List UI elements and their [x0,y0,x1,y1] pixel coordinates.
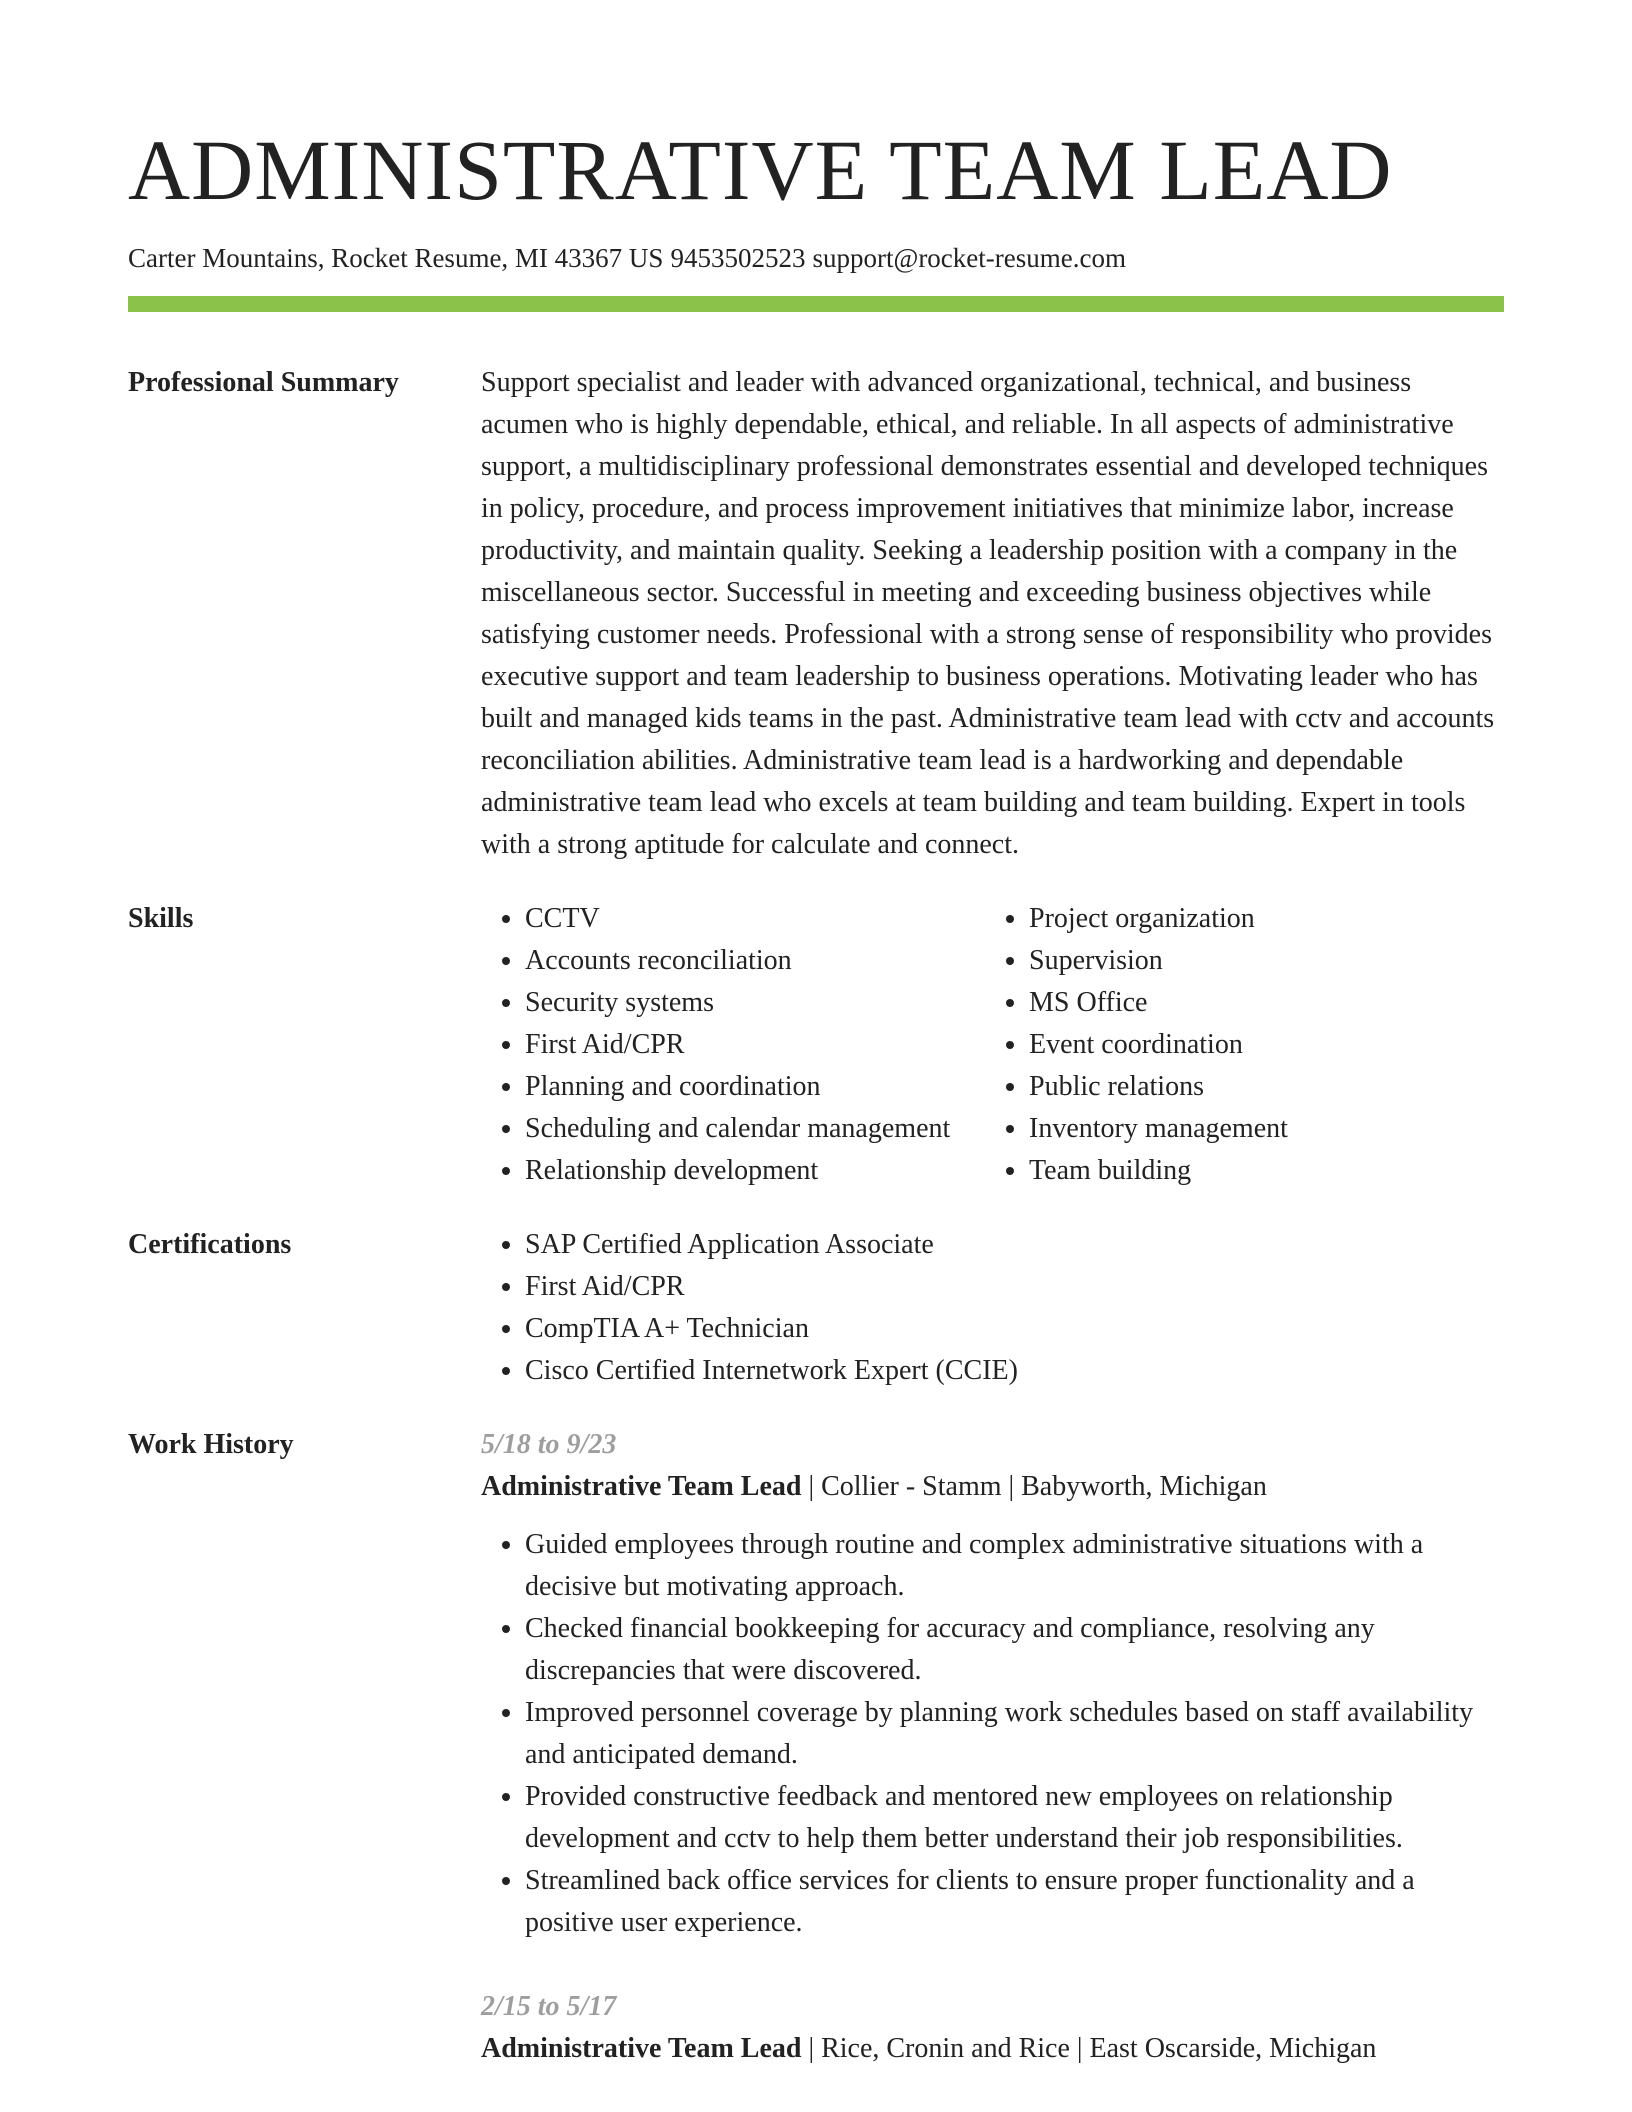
job-details: | Rice, Cronin and Rice | East Oscarside, Michigan [801,2033,1377,2064]
job-title: Administrative Team Lead [481,1471,802,1502]
job-bullet: • Improved personnel coverage by planning work schedules based on staff availability and anticipated demand. [525,1692,1504,1776]
job-dates: 2/15 to 5/17 [481,1991,617,2022]
certification-item: • CompTIA A+ Technician [525,1308,1504,1350]
job-bullet: • Streamlined back office services for clients to ensure proper functionality and a positive user experience. [525,1860,1504,1944]
header-divider [128,296,1504,312]
skills-list-right [985,898,1288,1192]
job-bullet: • Guided employees through routine and complex administrative situations with a decisive but motivating approach. [525,1524,1504,1608]
skill-item: • Supervision [1029,940,1288,982]
certifications-section [128,1224,1504,1392]
resume-title: ADMINISTRATIVE TEAM LEAD [128,122,1393,218]
skill-item: • Team building [1029,1150,1288,1192]
skill-item: • Scheduling and calendar management [525,1108,985,1150]
job-bullet: • Provided constructive feedback and mentored new employees on relationship development and cctv to help them better understand their job responsibilities. [525,1776,1504,1860]
certifications-list [481,1224,1504,1392]
skill-item: • Accounts reconciliation [525,940,985,982]
job-entry [481,1424,1504,1944]
contact-line [128,240,1504,276]
certification-item: • SAP Certified Application Associate [525,1224,1504,1266]
job-title: Administrative Team Lead [481,2033,802,2064]
summary-heading: Professional Summary [128,367,399,398]
skill-item: • CCTV [525,898,985,940]
skill-item: • Inventory management [1029,1108,1288,1150]
job-dates: 5/18 to 9/23 [481,1429,617,1460]
skill-item: • Event coordination [1029,1024,1288,1066]
work-history-heading: Work History [128,1429,294,1460]
work-history-section [128,1424,1504,2070]
skill-item: • MS Office [1029,982,1288,1024]
job-bullet: • Checked financial bookkeeping for accuracy and compliance, resolving any discrepancies that were discovered. [525,1608,1504,1692]
job-entry [481,1986,1504,2070]
summary-text: Support specialist and leader with advanced organizational, technical, and business acumen who is highly dependable, ethical, and reliable. In all aspects of administrative support, a multidisciplinary professional demonstrates essential and developed techniques in policy, procedure, and process improvement initiatives that minimize labor, increase productivity, and maintain quality. Seeking a leadership position with a company in the miscellaneous sector. Successful in meeting and exceeding business objectives while satisfying customer needs. Professional with a strong sense of responsibility who provides executive support and team leadership to business operations. Motivating leader who has built and managed kids teams in the past. Administrative team lead with cctv and accounts reconciliation abilities. Administrative team lead is a hardworking and dependable administrative team lead who excels at team building and team building. Expert in tools with a strong aptitude for calculate and connect. [481,367,1495,860]
skills-list-left [481,898,985,1192]
skill-item: • Relationship development [525,1150,985,1192]
job-bullets [481,1524,1504,1944]
summary-section [128,362,1504,866]
skills-heading: Skills [128,903,194,934]
skill-item: • First Aid/CPR [525,1024,985,1066]
job-heading [481,1466,1504,1508]
skill-item: • Planning and coordination [525,1066,985,1108]
job-heading [481,2028,1504,2070]
job-details: | Collier - Stamm | Babyworth, Michigan [801,1471,1267,1502]
certification-item: • Cisco Certified Internetwork Expert (CCIE) [525,1350,1504,1392]
skill-item: • Security systems [525,982,985,1024]
certification-item: • First Aid/CPR [525,1266,1504,1308]
skill-item: • Public relations [1029,1066,1288,1108]
certifications-heading: Certifications [128,1229,292,1260]
contact-phone: 9453502523 [670,243,806,273]
skill-item: • Project organization [1029,898,1288,940]
contact-address: Carter Mountains, Rocket Resume, MI 43367 US [128,243,664,273]
skills-section [128,898,1504,1192]
contact-email: support@rocket-resume.com [812,243,1126,273]
